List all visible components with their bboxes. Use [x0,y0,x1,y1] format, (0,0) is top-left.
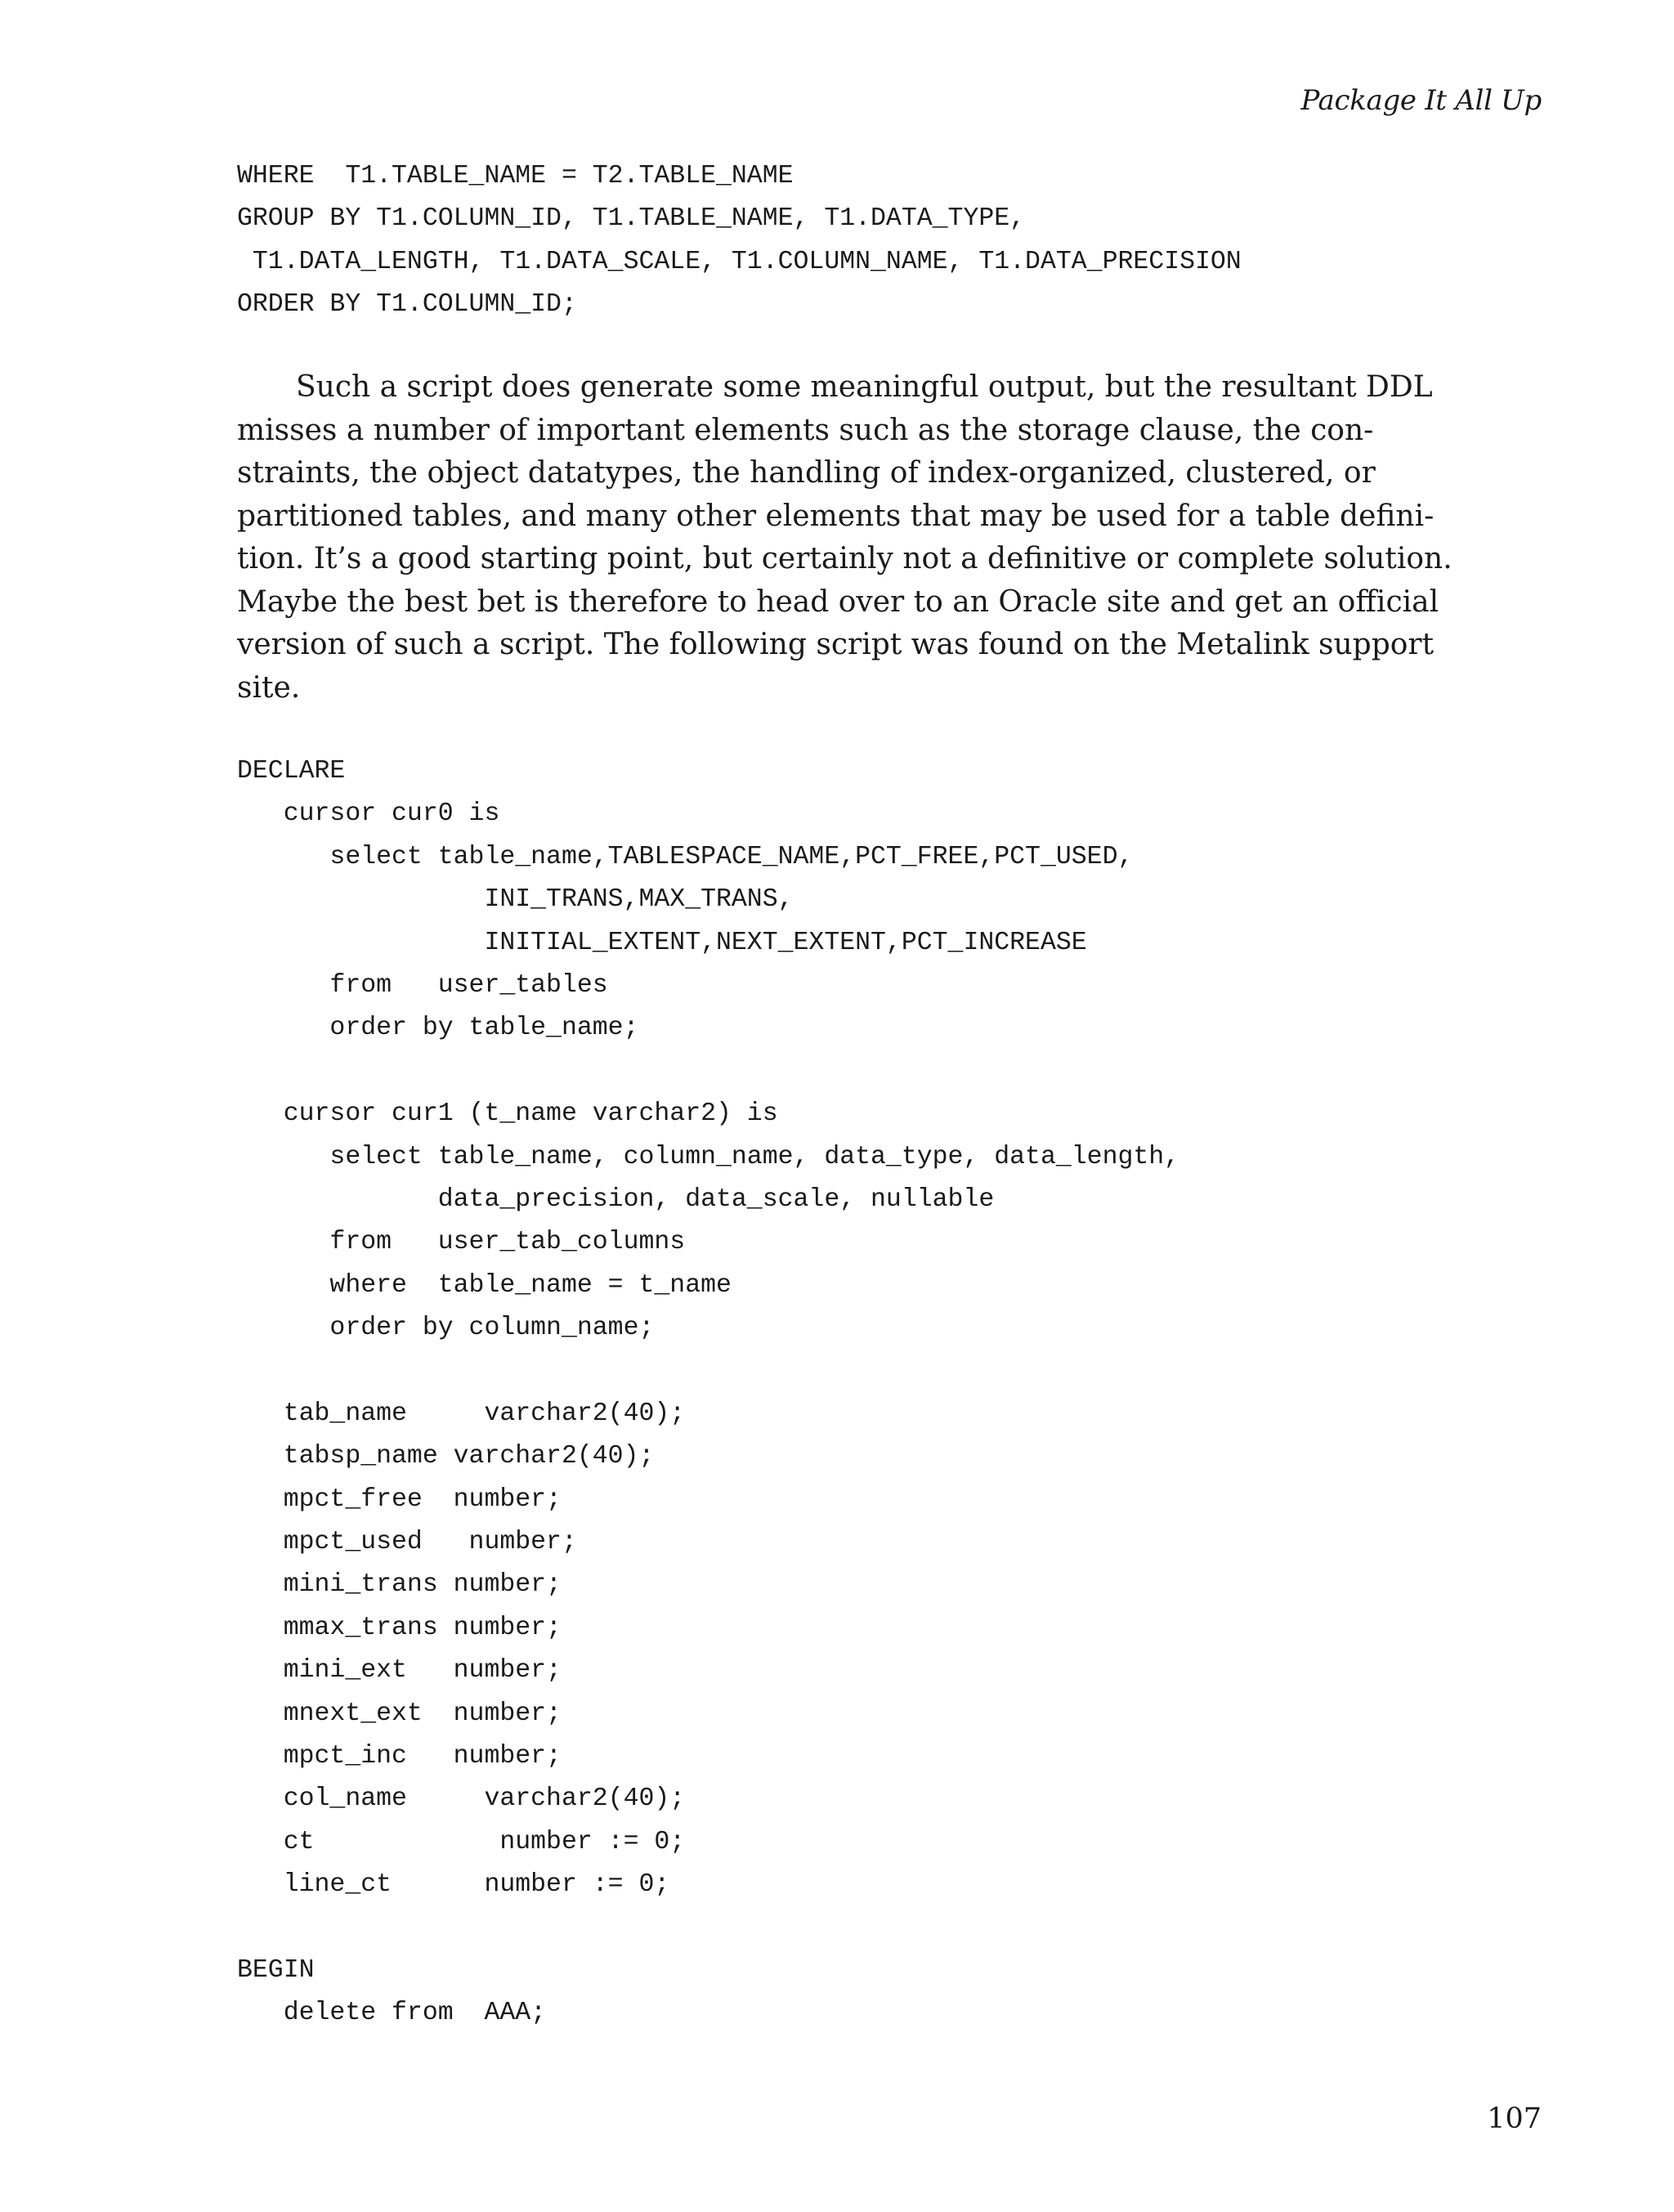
paragraph-line: version of such a script. The following script was found on the Metalink support [237,628,1435,661]
paragraph-line: site. [237,670,301,705]
paragraph-line: Maybe the best bet is therefore to head over to an Oracle site and get an official [237,584,1439,619]
code-line: select table_name,TABLESPACE_NAME,PCT_FREE,PCT_USED, [237,842,1134,871]
code-line: BEGIN [237,1955,315,1985]
code-line: T1.DATA_LENGTH, T1.DATA_SCALE, T1.COLUMN_NAME, T1.DATA_PRECISION [237,247,1242,276]
code-block-top [237,155,1242,327]
code-line: mnext_ext number; [237,1699,562,1728]
code-line: WHERE T1.TABLE_NAME = T2.TABLE_NAME [237,162,794,190]
paragraph-line: tion. It’s a good starting point, but certainly not a definitive or complete solution. [237,542,1452,575]
paragraph-line: partitioned tables, and many other elements that may be used for a table defini- [237,499,1435,533]
code-line: ct number := 0; [237,1827,686,1856]
code-line: cursor cur1 (t_name varchar2) is [237,1099,778,1129]
code-line: order by column_name; [237,1314,655,1343]
code-line: mpct_inc number; [237,1741,562,1771]
paragraph-line: straints, the object datatypes, the handling of index-organized, clustered, or [237,456,1376,490]
code-line: INITIAL_EXTENT,NEXT_EXTENT,PCT_INCREASE [237,928,1087,957]
code-line: select table_name, column_name, data_type, data_length, [237,1142,1180,1171]
code-line: from user_tables [237,970,608,1000]
code-line: INI_TRANS,MAX_TRANS, [237,885,794,915]
code-line: ORDER BY T1.COLUMN_ID; [237,290,577,320]
code-line: mpct_used number; [237,1528,577,1557]
page-number: 107 [1487,2102,1542,2135]
code-line: data_precision, data_scale, nullable [237,1184,995,1214]
code-line [237,1907,1179,1950]
code-line: DECLARE [237,757,346,786]
code-line: col_name varchar2(40); [237,1784,686,1814]
code-line: delete from AAA; [237,1999,547,2028]
code-line: mini_ext number; [237,1656,562,1686]
code-line: GROUP BY T1.COLUMN_ID, T1.TABLE_NAME, T1.DATA_TYPE, [237,204,1026,234]
code-line: mmax_trans number; [237,1613,562,1642]
code-line: mpct_free number; [237,1484,562,1514]
code-line: order by table_name; [237,1014,639,1043]
body-paragraph [237,366,1452,710]
paragraph-line: Such a script does generate some meaningful output, but the resultant DDL [296,370,1433,404]
paragraph-line: misses a number of important elements such as the storage clause, the con- [237,413,1374,447]
code-line: cursor cur0 is [237,799,500,829]
code-line: mini_trans number; [237,1570,562,1600]
code-line: line_ct number := 0; [237,1870,670,1900]
code-line: tab_name varchar2(40); [237,1399,686,1428]
code-line [237,1350,1179,1392]
running-header: Package It All Up [1300,84,1542,117]
code-line: where table_name = t_name [237,1270,732,1300]
code-block-main [237,750,1179,2035]
code-line: tabsp_name varchar2(40); [237,1442,655,1471]
code-line: from user_tab_columns [237,1228,686,1257]
code-line [237,1050,1179,1093]
